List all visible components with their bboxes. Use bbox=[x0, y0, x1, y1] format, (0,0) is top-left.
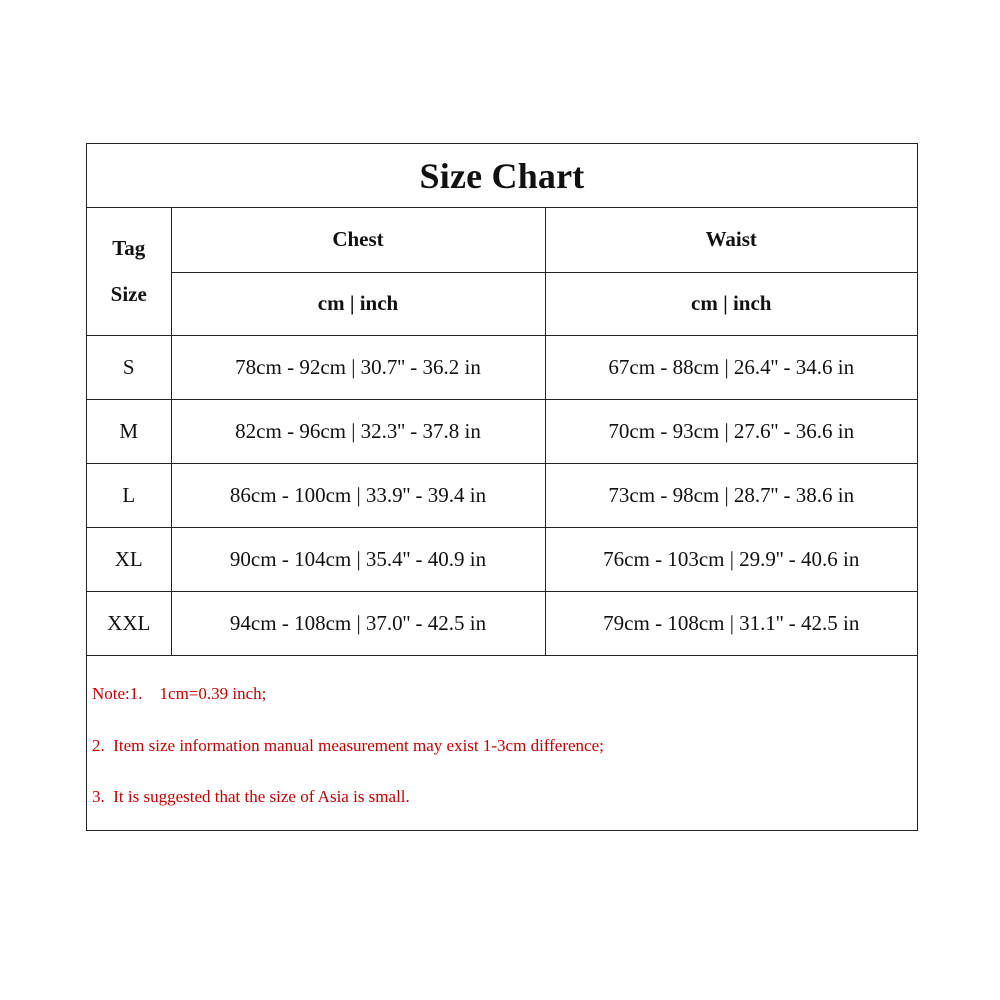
chest-cell: 94cm - 108cm | 37.0'' - 42.5 in bbox=[171, 591, 545, 655]
tag-size-header bbox=[87, 208, 171, 335]
size-cell: L bbox=[87, 463, 171, 527]
chest-cell: 86cm - 100cm | 33.9'' - 39.4 in bbox=[171, 463, 545, 527]
table-row bbox=[87, 527, 917, 591]
header-row bbox=[87, 208, 917, 272]
unit-row bbox=[87, 272, 917, 335]
notes-section bbox=[87, 658, 917, 832]
size-cell: XXL bbox=[87, 591, 171, 655]
tag-size-label-line1: Tag bbox=[112, 236, 146, 261]
size-cell: M bbox=[87, 399, 171, 463]
waist-cell: 67cm - 88cm | 26.4'' - 34.6 in bbox=[545, 335, 917, 399]
waist-cell: 73cm - 98cm | 28.7'' - 38.6 in bbox=[545, 463, 917, 527]
table-row bbox=[87, 335, 917, 399]
table-row bbox=[87, 591, 917, 655]
waist-cell: 76cm - 103cm | 29.9'' - 40.6 in bbox=[545, 527, 917, 591]
chest-unit-header: cm | inch bbox=[171, 272, 545, 335]
waist-cell: 70cm - 93cm | 27.6'' - 36.6 in bbox=[545, 399, 917, 463]
tag-size-label-line2: Size bbox=[110, 282, 147, 307]
chest-cell: 82cm - 96cm | 32.3'' - 37.8 in bbox=[171, 399, 545, 463]
table-row bbox=[87, 399, 917, 463]
title-row bbox=[87, 144, 917, 208]
size-cell: S bbox=[87, 335, 171, 399]
size-table bbox=[87, 208, 917, 656]
size-chart-frame bbox=[86, 143, 918, 831]
note-line: 3. It is suggested that the size of Asia is small. bbox=[92, 787, 410, 806]
size-cell: XL bbox=[87, 527, 171, 591]
waist-header: Waist bbox=[545, 208, 917, 272]
table-row bbox=[87, 463, 917, 527]
note-line: 2. Item size information manual measurement may exist 1-3cm difference; bbox=[92, 736, 604, 755]
chart-title: Size Chart bbox=[419, 155, 585, 196]
note-line: Note:1. 1cm=0.39 inch; bbox=[92, 684, 267, 703]
chest-cell: 78cm - 92cm | 30.7'' - 36.2 in bbox=[171, 335, 545, 399]
chest-cell: 90cm - 104cm | 35.4'' - 40.9 in bbox=[171, 527, 545, 591]
chest-header: Chest bbox=[171, 208, 545, 272]
waist-cell: 79cm - 108cm | 31.1'' - 42.5 in bbox=[545, 591, 917, 655]
waist-unit-header: cm | inch bbox=[545, 272, 917, 335]
